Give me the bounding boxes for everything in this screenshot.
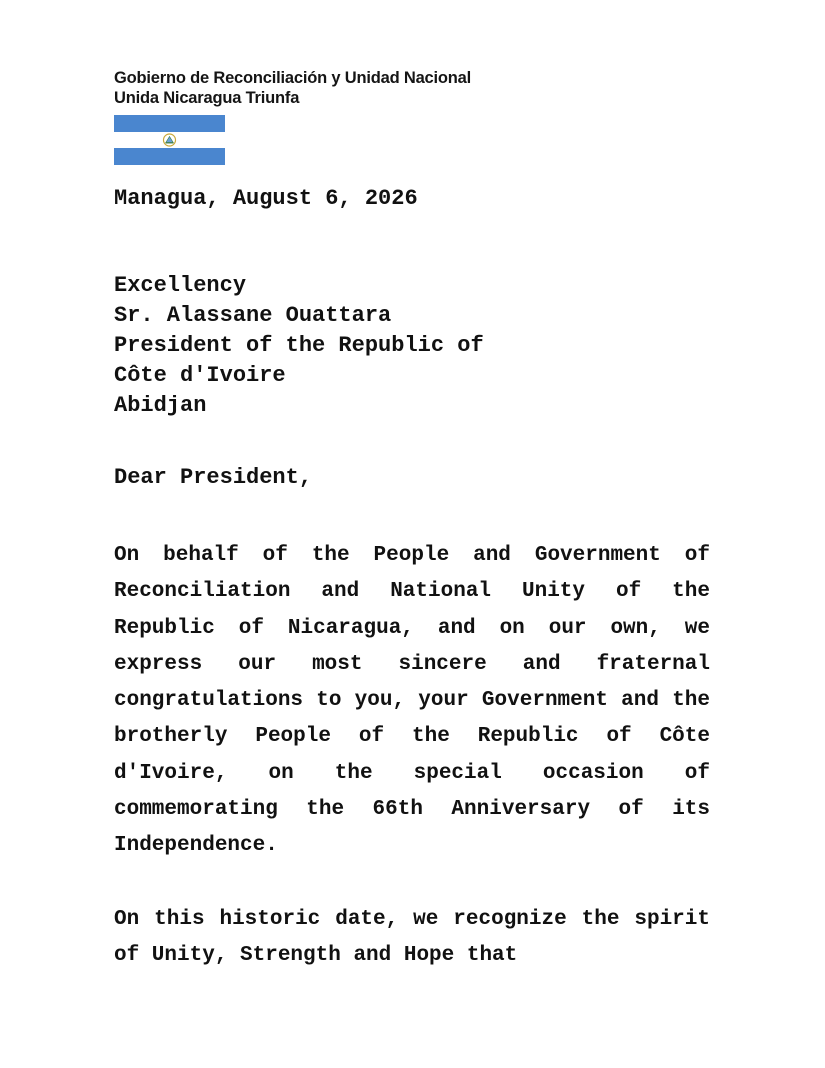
recipient-honorific: Excellency xyxy=(114,273,247,298)
recipient-country: Côte d'Ivoire xyxy=(114,363,286,388)
nicaragua-flag-icon xyxy=(114,115,225,165)
letterhead xyxy=(114,68,471,108)
letterhead-slogan: Unida Nicaragua Triunfa xyxy=(114,89,300,107)
recipient-title: President of the Republic of xyxy=(114,333,484,358)
body-paragraph-2: On this historic date, we recognize the spirit of Unity, Strength and Hope that xyxy=(114,908,710,968)
recipient-city: Abidjan xyxy=(114,393,207,418)
body-paragraph-1: On behalf of the People and Government of Reconciliation and National Unity of the Republic of Nicaragua, and on our own, we express our most sincere and fraternal congratulations to you, your Government and the brotherly People of the Republic of Côte d'Ivoire, on the special occasion of commemorating the 66th Anniversary of its Independence. xyxy=(114,544,710,858)
recipient-name: Sr. Alassane Ouattara xyxy=(114,303,392,328)
salutation: Dear President, xyxy=(114,465,313,490)
letter-date: Managua, August 6, 2026 xyxy=(114,186,418,211)
letterhead-government-name: Gobierno de Reconciliación y Unidad Nacional xyxy=(114,69,472,87)
recipient-address xyxy=(114,271,484,421)
